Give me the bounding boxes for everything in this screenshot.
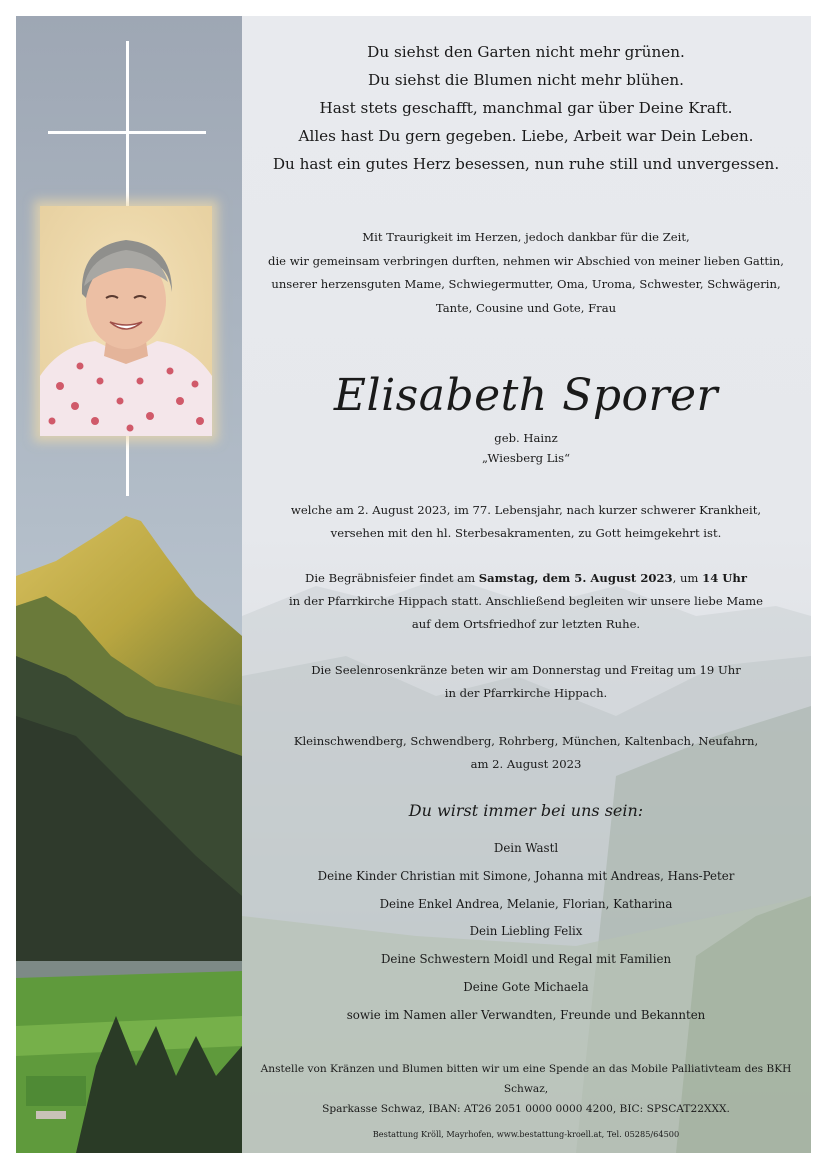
death-line: versehen mit den hl. Sterbesakramenten, zu Gott heimgekehrt ist. bbox=[330, 526, 722, 540]
poem-line: Du hast ein gutes Herz besessen, nun ruhe still und unvergessen. bbox=[272, 155, 780, 173]
donation-note bbox=[256, 1059, 796, 1119]
mountain-landscape bbox=[16, 16, 242, 1153]
intro-text bbox=[256, 226, 796, 320]
intro-line: Tante, Cousine und Gote, Frau bbox=[435, 300, 617, 315]
funeral-line-3: auf dem Ortsfriedhof zur letzten Ruhe. bbox=[411, 617, 641, 631]
rosary-line: in der Pfarrkirche Hippach. bbox=[444, 686, 608, 700]
mourner-line: Deine Schwestern Moidl und Regal mit Familien bbox=[380, 952, 672, 967]
left-landscape-panel bbox=[16, 16, 242, 1153]
funeral-date: Samstag, dem 5. August 2023 bbox=[478, 571, 673, 585]
funeral-info bbox=[256, 567, 796, 636]
death-line: welche am 2. August 2023, im 77. Lebensjahr, nach kurzer schwerer Krankheit, bbox=[290, 503, 762, 517]
poem-line: Du siehst den Garten nicht mehr grünen. bbox=[367, 43, 685, 61]
funeral-prefix: Die Begräbnisfeier findet am bbox=[305, 571, 479, 585]
birth-name: geb. Hainz bbox=[494, 431, 558, 445]
donation-line: Sparkasse Schwaz, IBAN: AT26 2051 0000 0000 4200, BIC: SPSCAT22XXX. bbox=[322, 1103, 730, 1115]
mourner-line: Dein Liebling Felix bbox=[469, 924, 583, 939]
mourner-line: Deine Enkel Andrea, Melanie, Florian, Katharina bbox=[379, 896, 673, 911]
intro-line: unserer herzensguten Mame, Schwiegermutter, Oma, Uroma, Schwester, Schwägerin, bbox=[271, 277, 781, 291]
rosary-info bbox=[256, 659, 796, 705]
mourner-line: Deine Gote Michaela bbox=[463, 979, 589, 994]
intro-line: Mit Traurigkeit im Herzen, jedoch dankbar für die Zeit, bbox=[362, 230, 690, 244]
poem bbox=[256, 38, 796, 178]
mourner-line: Deine Kinder Christian mit Simone, Johanna mit Andreas, Hans-Peter bbox=[317, 868, 735, 883]
intro-line: die wir gemeinsam verbringen durften, nehmen wir Abschied von meiner lieben Gattin, bbox=[268, 253, 784, 268]
donation-line: Anstelle von Kränzen und Blumen bitten wir um eine Spende an das Mobile Palliativteam des BKH Schwaz, bbox=[260, 1063, 792, 1095]
funeral-time: 14 Uhr bbox=[702, 571, 747, 585]
obituary-page bbox=[16, 16, 811, 1153]
poem-line: Du siehst die Blumen nicht mehr blühen. bbox=[368, 71, 684, 89]
nickname: „Wiesberg Lis“ bbox=[481, 451, 571, 465]
portrait-figure bbox=[40, 206, 212, 436]
mourner-line: Dein Wastl bbox=[493, 841, 559, 855]
cross-horizontal-bar bbox=[48, 131, 206, 134]
funeral-mid: , um bbox=[672, 571, 703, 585]
funeral-home-footer: Bestattung Kröll, Mayrhofen, www.bestattung-kroell.at, Tel. 05285/64500 bbox=[372, 1129, 680, 1139]
places-date bbox=[256, 730, 796, 776]
mourner-line: sowie im Namen aller Verwandten, Freunde und Bekannten bbox=[346, 1007, 706, 1022]
mourners-list bbox=[256, 835, 796, 1030]
poem-line: Hast stets geschafft, manchmal gar über Deine Kraft. bbox=[319, 99, 733, 117]
places-line: Kleinschwendberg, Schwendberg, Rohrberg, München, Kaltenbach, Neufahrn, bbox=[293, 734, 759, 748]
death-notice bbox=[256, 499, 796, 545]
poem-line: Alles hast Du gern gegeben. Liebe, Arbeit war Dein Leben. bbox=[298, 127, 754, 145]
funeral-line-1 bbox=[256, 567, 796, 590]
funeral-line-2: in der Pfarrkirche Hippach statt. Anschließend begleiten wir unsere liebe Mame bbox=[288, 594, 764, 608]
rosary-line: Die Seelenrosenkränze beten wir am Donnerstag und Freitag um 19 Uhr bbox=[311, 663, 741, 677]
deceased-name: Elisabeth Sporer bbox=[333, 370, 719, 421]
places-line: am 2. August 2023 bbox=[470, 757, 582, 771]
motto: Du wirst immer bei uns sein: bbox=[408, 801, 644, 820]
portrait-photo bbox=[40, 206, 212, 436]
